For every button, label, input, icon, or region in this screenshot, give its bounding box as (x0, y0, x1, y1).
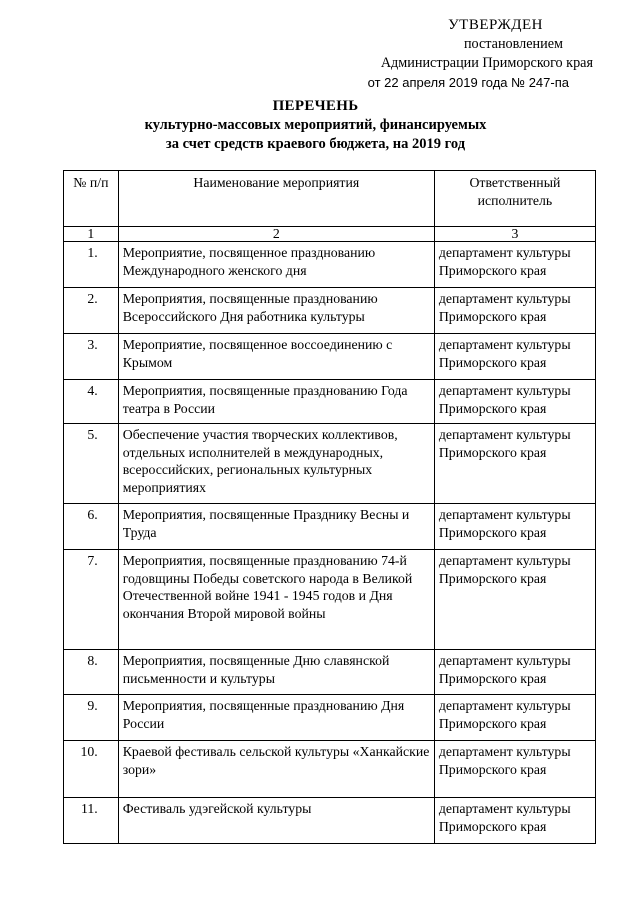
row-event-name: Мероприятия, посвященные празднованию Дня России (118, 695, 434, 741)
row-event-name: Обеспечение участия творческих коллективов, отдельных исполнителей в международных, всероссийских, региональных культурных мероприятиях (118, 424, 434, 504)
row-event-name: Мероприятия, посвященные празднованию 74-й годовщины Победы советского народа в Великой Отечественной войне 1941 - 1945 годов и Дня окончания Второй мировой войны (118, 550, 434, 650)
table-row (64, 242, 596, 288)
row-responsible: департамент культуры Приморского края (434, 741, 595, 798)
table-row (64, 741, 596, 798)
row-event-name: Мероприятие, посвященное празднованию Международного женского дня (118, 242, 434, 288)
table-row (64, 550, 596, 650)
row-num: 2. (64, 288, 119, 334)
column-number: 1 (64, 227, 119, 242)
row-event-name: Мероприятия, посвященные Празднику Весны и Труда (118, 504, 434, 550)
row-responsible: департамент культуры Приморского края (434, 650, 595, 695)
row-event-name: Мероприятия, посвященные Дню славянской письменности и культуры (118, 650, 434, 695)
row-num: 5. (64, 424, 119, 504)
row-responsible: департамент культуры Приморского края (434, 798, 595, 844)
events-table (63, 170, 596, 844)
row-num: 6. (64, 504, 119, 550)
approval-heading: УТВЕРЖДЕН (448, 17, 543, 33)
table-row (64, 504, 596, 550)
table-header-row (64, 171, 596, 227)
column-number-row (64, 227, 596, 242)
title-heading: ПЕРЕЧЕНЬ (272, 98, 359, 114)
row-num: 10. (64, 741, 119, 798)
row-num: 9. (64, 695, 119, 741)
row-event-name: Краевой фестиваль сельской культуры «Ханкайские зори» (118, 741, 434, 798)
row-event-name: Мероприятия, посвященные празднованию Года театра в России (118, 380, 434, 424)
document-title (0, 97, 631, 154)
approval-by-resolution: постановлением (463, 36, 563, 52)
table-row (64, 798, 596, 844)
table-row (64, 424, 596, 504)
table-row (64, 334, 596, 380)
table-row (64, 695, 596, 741)
title-subtitle-line2: за счет средств краевого бюджета, на 2019 год (165, 136, 466, 152)
title-subtitle-line1: культурно-массовых мероприятий, финансируемых (144, 117, 487, 133)
header-name: Наименование мероприятия (118, 171, 434, 227)
row-num: 11. (64, 798, 119, 844)
row-event-name: Фестиваль удэгейской культуры (118, 798, 434, 844)
row-responsible: департамент культуры Приморского края (434, 504, 595, 550)
approval-stamp (353, 16, 593, 92)
row-num: 8. (64, 650, 119, 695)
table-row (64, 288, 596, 334)
row-responsible: департамент культуры Приморского края (434, 334, 595, 380)
row-responsible: департамент культуры Приморского края (434, 288, 595, 334)
table-row (64, 650, 596, 695)
row-responsible: департамент культуры Приморского края (434, 695, 595, 741)
approval-date-number: от 22 апреля 2019 года № 247-па (367, 75, 569, 90)
table-row (64, 380, 596, 424)
row-event-name: Мероприятие, посвященное воссоединению с Крымом (118, 334, 434, 380)
row-responsible: департамент культуры Приморского края (434, 242, 595, 288)
row-num: 7. (64, 550, 119, 650)
approval-authority: Администрации Приморского края (380, 55, 593, 71)
row-num: 3. (64, 334, 119, 380)
row-responsible: департамент культуры Приморского края (434, 424, 595, 504)
row-num: 4. (64, 380, 119, 424)
row-responsible: департамент культуры Приморского края (434, 550, 595, 650)
column-number: 3 (434, 227, 595, 242)
column-number: 2 (118, 227, 434, 242)
row-responsible: департамент культуры Приморского края (434, 380, 595, 424)
row-event-name: Мероприятия, посвященные празднованию Всероссийского Дня работника культуры (118, 288, 434, 334)
header-num: № п/п (64, 171, 119, 227)
header-responsible: Ответственный исполнитель (434, 171, 595, 227)
row-num: 1. (64, 242, 119, 288)
